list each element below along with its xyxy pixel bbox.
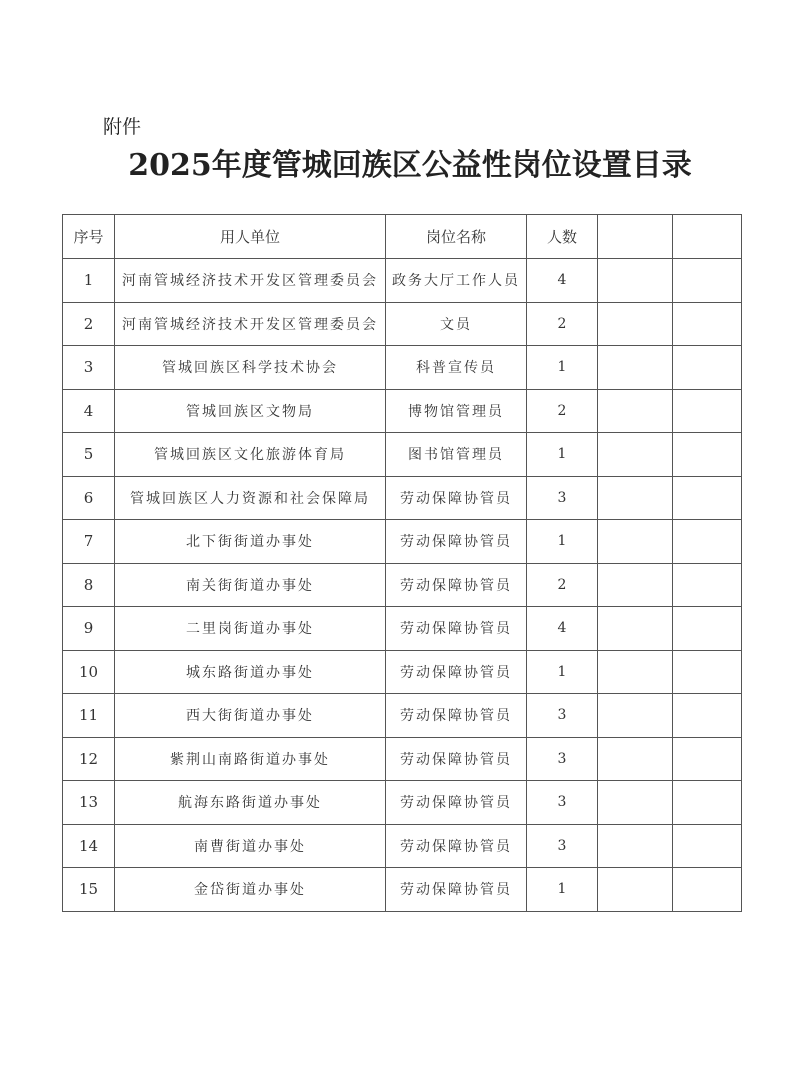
table-row bbox=[63, 520, 742, 564]
table-row bbox=[63, 781, 742, 825]
row-position: 劳动保障协管员 bbox=[386, 563, 527, 607]
row-blank bbox=[598, 781, 673, 825]
table-row bbox=[63, 302, 742, 346]
row-blank bbox=[673, 346, 742, 390]
row-blank bbox=[598, 476, 673, 520]
row-unit: 南曹街道办事处 bbox=[115, 824, 386, 868]
row-number: 2 bbox=[63, 302, 115, 346]
header-position: 岗位名称 bbox=[386, 215, 527, 259]
row-unit: 管城回族区人力资源和社会保障局 bbox=[115, 476, 386, 520]
row-blank bbox=[673, 868, 742, 912]
row-unit: 紫荆山南路街道办事处 bbox=[115, 737, 386, 781]
table-row bbox=[63, 824, 742, 868]
row-blank bbox=[598, 302, 673, 346]
row-unit: 金岱街道办事处 bbox=[115, 868, 386, 912]
row-position: 劳动保障协管员 bbox=[386, 737, 527, 781]
row-blank bbox=[598, 694, 673, 738]
row-number: 7 bbox=[63, 520, 115, 564]
row-position: 劳动保障协管员 bbox=[386, 607, 527, 651]
row-blank bbox=[598, 520, 673, 564]
table-row bbox=[63, 694, 742, 738]
row-blank bbox=[598, 259, 673, 303]
row-count: 3 bbox=[527, 694, 598, 738]
row-blank bbox=[673, 650, 742, 694]
table-row bbox=[63, 563, 742, 607]
row-count: 3 bbox=[527, 824, 598, 868]
row-blank bbox=[673, 476, 742, 520]
table-row bbox=[63, 607, 742, 651]
row-unit: 管城回族区文物局 bbox=[115, 389, 386, 433]
row-position: 政务大厅工作人员 bbox=[386, 259, 527, 303]
row-position: 劳动保障协管员 bbox=[386, 868, 527, 912]
row-number: 12 bbox=[63, 737, 115, 781]
positions-table bbox=[62, 214, 742, 912]
table-row bbox=[63, 737, 742, 781]
table-row bbox=[63, 389, 742, 433]
header-unit: 用人单位 bbox=[115, 215, 386, 259]
row-unit: 南关街街道办事处 bbox=[115, 563, 386, 607]
row-unit: 二里岗街道办事处 bbox=[115, 607, 386, 651]
row-number: 11 bbox=[63, 694, 115, 738]
row-count: 2 bbox=[527, 389, 598, 433]
table-row bbox=[63, 259, 742, 303]
row-blank bbox=[673, 389, 742, 433]
header-count: 人数 bbox=[527, 215, 598, 259]
row-blank bbox=[673, 737, 742, 781]
attachment-label: 附件 bbox=[103, 116, 142, 138]
table-row bbox=[63, 868, 742, 912]
row-unit: 北下街街道办事处 bbox=[115, 520, 386, 564]
row-unit: 西大街街道办事处 bbox=[115, 694, 386, 738]
row-position: 博物馆管理员 bbox=[386, 389, 527, 433]
document-title: 2025年度管城回族区公益性岗位设置目录 bbox=[128, 148, 692, 183]
row-count: 2 bbox=[527, 563, 598, 607]
header-blank bbox=[598, 215, 673, 259]
row-position: 文员 bbox=[386, 302, 527, 346]
row-blank bbox=[598, 563, 673, 607]
row-position: 图书馆管理员 bbox=[386, 433, 527, 477]
row-count: 1 bbox=[527, 346, 598, 390]
row-position: 劳动保障协管员 bbox=[386, 650, 527, 694]
row-number: 5 bbox=[63, 433, 115, 477]
row-blank bbox=[673, 694, 742, 738]
row-unit: 管城回族区科学技术协会 bbox=[115, 346, 386, 390]
row-position: 劳动保障协管员 bbox=[386, 476, 527, 520]
row-unit: 城东路街道办事处 bbox=[115, 650, 386, 694]
row-count: 1 bbox=[527, 650, 598, 694]
row-blank bbox=[598, 737, 673, 781]
table-row bbox=[63, 650, 742, 694]
row-unit: 河南管城经济技术开发区管理委员会 bbox=[115, 259, 386, 303]
row-blank bbox=[673, 259, 742, 303]
header-blank bbox=[673, 215, 742, 259]
row-unit: 管城回族区文化旅游体育局 bbox=[115, 433, 386, 477]
row-position: 劳动保障协管员 bbox=[386, 520, 527, 564]
row-number: 15 bbox=[63, 868, 115, 912]
row-blank bbox=[673, 781, 742, 825]
row-number: 6 bbox=[63, 476, 115, 520]
row-blank bbox=[673, 302, 742, 346]
row-blank bbox=[673, 607, 742, 651]
row-blank bbox=[598, 433, 673, 477]
row-count: 3 bbox=[527, 781, 598, 825]
row-number: 9 bbox=[63, 607, 115, 651]
row-count: 3 bbox=[527, 476, 598, 520]
row-count: 1 bbox=[527, 520, 598, 564]
row-position: 科普宣传员 bbox=[386, 346, 527, 390]
row-position: 劳动保障协管员 bbox=[386, 824, 527, 868]
table-row bbox=[63, 433, 742, 477]
row-blank bbox=[598, 607, 673, 651]
table-header-row bbox=[63, 215, 742, 259]
row-number: 10 bbox=[63, 650, 115, 694]
row-number: 8 bbox=[63, 563, 115, 607]
row-blank bbox=[598, 650, 673, 694]
row-unit: 河南管城经济技术开发区管理委员会 bbox=[115, 302, 386, 346]
row-unit: 航海东路街道办事处 bbox=[115, 781, 386, 825]
row-number: 3 bbox=[63, 346, 115, 390]
row-count: 4 bbox=[527, 259, 598, 303]
row-blank bbox=[673, 824, 742, 868]
row-blank bbox=[598, 868, 673, 912]
header-no: 序号 bbox=[63, 215, 115, 259]
row-number: 14 bbox=[63, 824, 115, 868]
table-row bbox=[63, 476, 742, 520]
row-position: 劳动保障协管员 bbox=[386, 781, 527, 825]
row-count: 4 bbox=[527, 607, 598, 651]
row-number: 4 bbox=[63, 389, 115, 433]
row-count: 1 bbox=[527, 868, 598, 912]
row-blank bbox=[673, 433, 742, 477]
table-row bbox=[63, 346, 742, 390]
row-blank bbox=[598, 824, 673, 868]
row-count: 2 bbox=[527, 302, 598, 346]
row-blank bbox=[673, 563, 742, 607]
row-number: 1 bbox=[63, 259, 115, 303]
row-blank bbox=[673, 520, 742, 564]
row-count: 1 bbox=[527, 433, 598, 477]
row-count: 3 bbox=[527, 737, 598, 781]
row-position: 劳动保障协管员 bbox=[386, 694, 527, 738]
row-blank bbox=[598, 346, 673, 390]
row-blank bbox=[598, 389, 673, 433]
row-number: 13 bbox=[63, 781, 115, 825]
